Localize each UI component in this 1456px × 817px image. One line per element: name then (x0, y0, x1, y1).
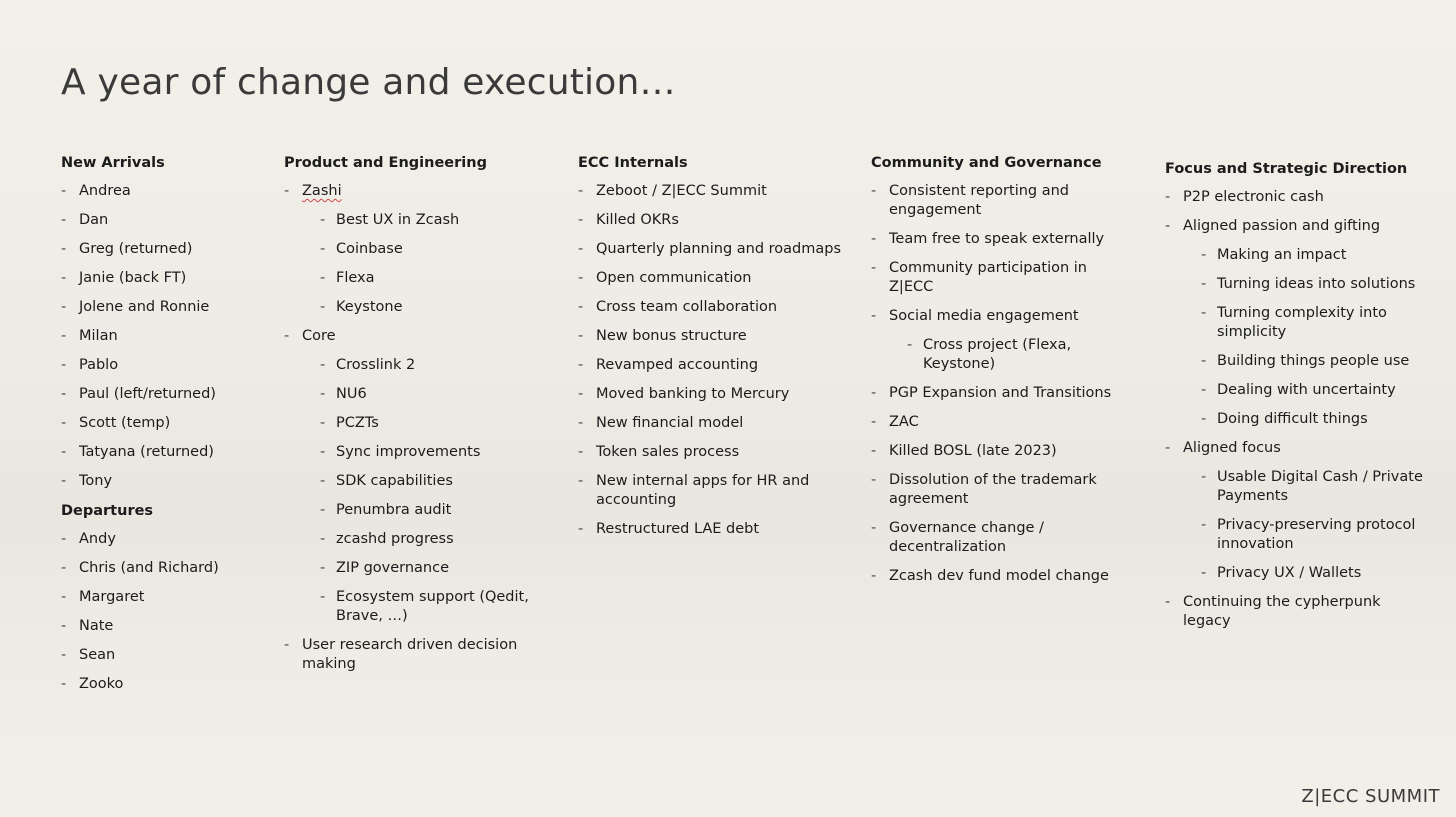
list-subitem: - Best UX in Zcash (284, 211, 554, 230)
list-subitem: - NU6 (284, 385, 554, 404)
list-item: - New internal apps for HR and accounting (578, 472, 848, 510)
heading-departures: Departures (61, 503, 154, 519)
list-subitem: - SDK capabilities (284, 472, 554, 491)
list-subitem: - Ecosystem support (Qedit, Brave, …) (284, 588, 554, 626)
list-item: - Killed BOSL (late 2023) (871, 442, 1131, 461)
list-item: - Sean (61, 646, 266, 665)
list-item: - Community participation in Z|ECC (871, 259, 1131, 297)
list-ecc-internals (578, 182, 848, 539)
list-item: - Tony (61, 472, 266, 491)
list-item: - Token sales process (578, 443, 848, 462)
list-item: - Andy (61, 530, 266, 549)
list-item: - Andrea (61, 182, 266, 201)
list-subitem: - Dealing with uncertainty (1165, 381, 1430, 400)
list-item: - Restructured LAE debt (578, 520, 848, 539)
list-item: - Quarterly planning and roadmaps (578, 240, 848, 259)
list-item-core: - Core (284, 327, 554, 346)
list-item: - Pablo (61, 356, 266, 375)
list-subitem: - Turning ideas into solutions (1165, 275, 1430, 294)
list-item: - Scott (temp) (61, 414, 266, 433)
list-item: - Margaret (61, 588, 266, 607)
list-item-zashi (284, 182, 554, 201)
list-subitem: - Coinbase (284, 240, 554, 259)
list-subitem: - Usable Digital Cash / Private Payments (1165, 468, 1430, 506)
zashi-label: Zashi (302, 183, 342, 199)
list-item: - Dan (61, 211, 266, 230)
list-subitem: - Crosslink 2 (284, 356, 554, 375)
list-item: - New bonus structure (578, 327, 848, 346)
column-product-engineering (284, 153, 554, 684)
slide-title: A year of change and execution… (61, 62, 676, 103)
list-item: - Social media engagement (871, 307, 1131, 326)
list-item: - Aligned passion and gifting (1165, 217, 1430, 236)
list-item: - Zooko (61, 675, 266, 694)
list-item: - Moved banking to Mercury (578, 385, 848, 404)
list-item: - PGP Expansion and Transitions (871, 384, 1131, 403)
list-product-engineering (284, 182, 554, 674)
list-item: - Chris (and Richard) (61, 559, 266, 578)
list-item: - Team free to speak externally (871, 230, 1131, 249)
column-focus-direction (1165, 159, 1430, 641)
list-focus-direction (1165, 188, 1430, 631)
list-subitem: - Flexa (284, 269, 554, 288)
list-item: - Zeboot / Z|ECC Summit (578, 182, 848, 201)
list-subitem: - Keystone (284, 298, 554, 317)
summit-logo: Z|ECC SUMMIT (1301, 786, 1440, 807)
list-item: - Consistent reporting and engagement (871, 182, 1131, 220)
list-item: - Nate (61, 617, 266, 636)
list-item: - Aligned focus (1165, 439, 1430, 458)
list-subitem: - Penumbra audit (284, 501, 554, 520)
list-subitem: - Turning complexity into simplicity (1165, 304, 1430, 342)
heading-new-arrivals: New Arrivals (61, 155, 165, 171)
list-item: - P2P electronic cash (1165, 188, 1430, 207)
list-subitem: - Doing difficult things (1165, 410, 1430, 429)
list-community-governance (871, 182, 1131, 586)
list-item: - ZAC (871, 413, 1131, 432)
list-subitem: - PCZTs (284, 414, 554, 433)
list-item: - Revamped accounting (578, 356, 848, 375)
column-people (61, 153, 266, 704)
list-item: - Janie (back FT) (61, 269, 266, 288)
list-item: - Continuing the cypherpunk legacy (1165, 593, 1430, 631)
list-subitem: - zcashd progress (284, 530, 554, 549)
list-item: - Greg (returned) (61, 240, 266, 259)
heading-product-engineering: Product and Engineering (284, 155, 487, 171)
list-subitem: - Building things people use (1165, 352, 1430, 371)
list-subitem: - Privacy-preserving protocol innovation (1165, 516, 1430, 554)
list-item: - Tatyana (returned) (61, 443, 266, 462)
heading-focus-direction: Focus and Strategic Direction (1165, 161, 1408, 177)
list-item: - Killed OKRs (578, 211, 848, 230)
list-new-arrivals (61, 182, 266, 491)
list-subitem: - Sync improvements (284, 443, 554, 462)
list-item: - Open communication (578, 269, 848, 288)
list-item: - Jolene and Ronnie (61, 298, 266, 317)
heading-community-governance: Community and Governance (871, 155, 1102, 171)
list-item: - Dissolution of the trademark agreement (871, 471, 1131, 509)
heading-ecc-internals: ECC Internals (578, 155, 688, 171)
list-item: - User research driven decision making (284, 636, 554, 674)
list-subitem: - ZIP governance (284, 559, 554, 578)
list-item: - Governance change / decentralization (871, 519, 1131, 557)
list-departures (61, 530, 266, 694)
list-subitem: - Cross project (Flexa, Keystone) (871, 336, 1131, 374)
list-subitem: - Privacy UX / Wallets (1165, 564, 1430, 583)
list-subitem: - Making an impact (1165, 246, 1430, 265)
list-item: - Milan (61, 327, 266, 346)
column-ecc-internals (578, 153, 848, 549)
list-item: - Zcash dev fund model change (871, 567, 1131, 586)
list-item: - Paul (left/returned) (61, 385, 266, 404)
list-item: - Cross team collaboration (578, 298, 848, 317)
list-item: - New financial model (578, 414, 848, 433)
column-community-governance (871, 153, 1131, 596)
